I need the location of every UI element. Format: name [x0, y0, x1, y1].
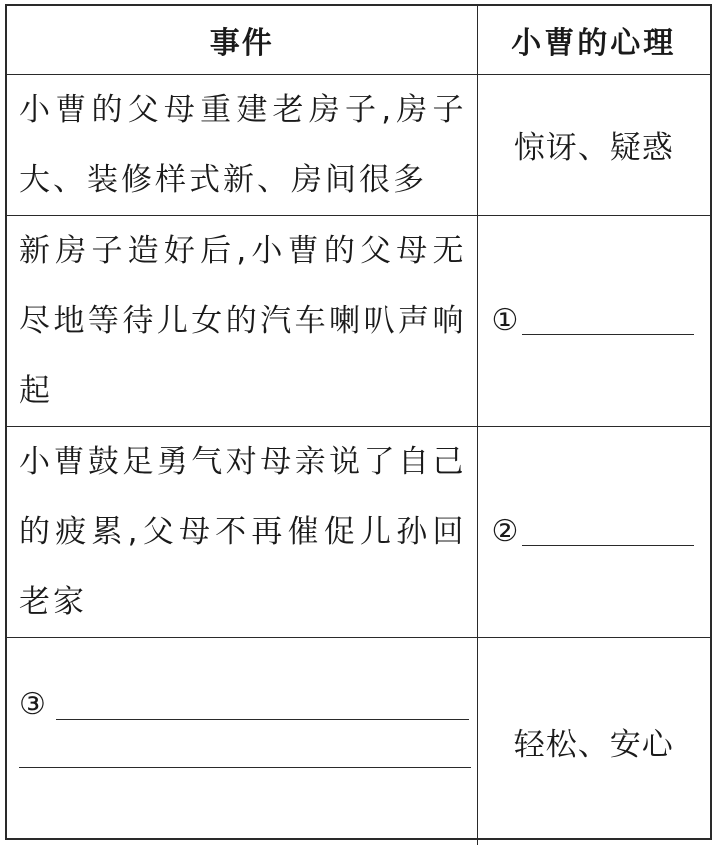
- event-cell-2: 新房子造好后,小曹的父母无尽地等待儿女的汽车喇叭声响起: [7, 215, 477, 426]
- mind-cell-4: 轻松、安心: [477, 637, 710, 845]
- blank-marker-1: ①: [491, 302, 519, 338]
- answer-blank-2: [478, 513, 711, 549]
- mind-cell-3: [477, 426, 710, 637]
- event-psychology-table: [7, 6, 710, 845]
- table-row: [7, 215, 710, 426]
- table-row: [7, 637, 710, 845]
- fill-in-line-3a[interactable]: [56, 718, 469, 720]
- blank-marker-3: ③: [19, 686, 46, 722]
- header-event: 事件: [7, 6, 477, 74]
- blank-marker-2: ②: [491, 513, 519, 549]
- mind-cell-1: 惊讶、疑惑: [477, 74, 710, 215]
- event-cell-1: 小曹的父母重建老房子,房子大、装修样式新、房间很多: [7, 74, 477, 215]
- fill-in-line-1[interactable]: [522, 333, 694, 335]
- fill-in-line-2[interactable]: [522, 544, 694, 546]
- table-row: [7, 74, 710, 215]
- mind-cell-2: [477, 215, 710, 426]
- event-cell-4: [7, 637, 477, 845]
- table-row: [7, 426, 710, 637]
- answer-blank-1: [478, 302, 711, 338]
- event-cell-3: 小曹鼓足勇气对母亲说了自己的疲累,父母不再催促儿孙回老家: [7, 426, 477, 637]
- table-header-row: [7, 6, 710, 74]
- answer-blank-3: [19, 686, 469, 768]
- fill-in-line-3b[interactable]: [19, 766, 471, 768]
- header-mind: 小曹的心理: [477, 6, 710, 74]
- question-table-frame: [5, 4, 712, 840]
